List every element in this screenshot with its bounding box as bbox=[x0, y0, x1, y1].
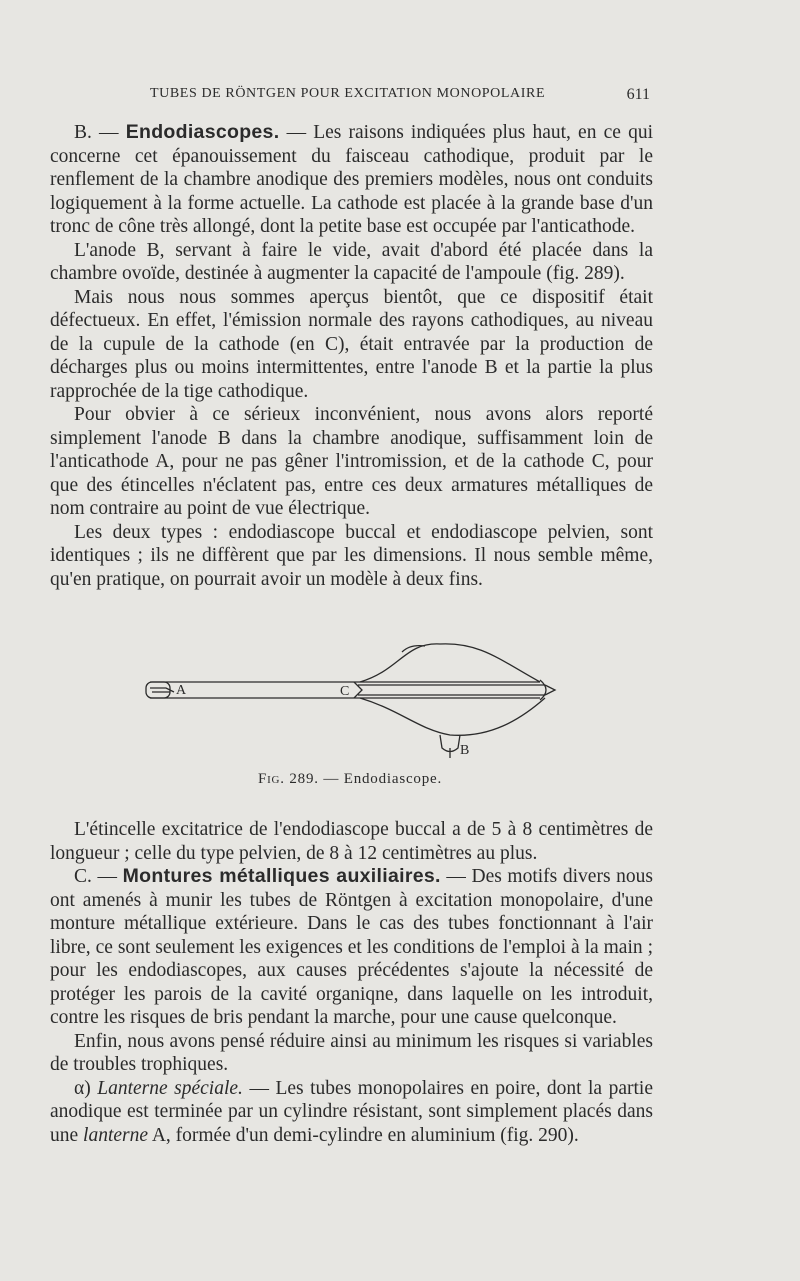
anode-chamber bbox=[360, 644, 540, 682]
running-title: TUBES DE RÖNTGEN POUR EXCITATION MONOPOLAIRE bbox=[150, 86, 546, 101]
section-label: B. — bbox=[74, 122, 126, 143]
cathode-cup bbox=[540, 680, 555, 700]
section-label: C. — bbox=[74, 866, 123, 887]
paragraph: Pour obvier à ce sérieux inconvénient, nous avons alors reporté simplement l'anode B dans la chambre anodique, suffisamment loin de l'anticathode A, pour ne pas gêner l'intromission, et de la cathode C, pour que des étincelles n'éclatent pas, entre ces deux armatures métalliques de nom contraire au point de vue électrique. bbox=[50, 404, 653, 519]
paragraph bbox=[50, 865, 653, 1030]
paragraph-text: — Les tubes monopolaires en poire, dont la partie anodique est terminée par un cylindre résistant, sont simplement placés dans une bbox=[50, 1077, 653, 1146]
caption-text: — Endodiascope. bbox=[318, 771, 443, 787]
section-title: Montures métalliques auxiliaires. bbox=[122, 865, 441, 887]
label-b: B bbox=[460, 743, 470, 758]
item-label: α) bbox=[74, 1077, 98, 1099]
italic-term: lanterne bbox=[83, 1124, 149, 1146]
label-c: C bbox=[340, 684, 350, 699]
section-b-text bbox=[50, 121, 653, 591]
paragraph: Les deux types : endodiascope buccal et endodiascope pelvien, sont identiques ; ils ne diffèrent que par les dimensions. Il nous semble même, qu'en pratique, on pourrait avoir un modèle à deux fins. bbox=[50, 521, 653, 590]
section-c-text bbox=[50, 818, 653, 1147]
paragraph: Enfin, nous avons pensé réduire ainsi au minimum les risques si variables de troubles trophiques. bbox=[50, 1030, 653, 1075]
label-a: A bbox=[176, 683, 187, 698]
endodiascope-figure bbox=[140, 630, 570, 770]
paragraph: L'anode B, servant à faire le vide, avait d'abord été placée dans la chambre ovoïde, destinée à augmenter la capacité de l'ampoule (fig. 289). bbox=[50, 239, 653, 284]
cathode-stem bbox=[354, 682, 545, 698]
page-number: 611 bbox=[626, 86, 650, 103]
paragraph-text: — Les raisons indiquées plus haut, en ce qui concerne cet épanouissement du faisceau cathodique, produit par le renflement de la chambre anodique des premiers modèles, nous ont conduits logiquement à la forme actuelle. La cathode est placée à la grande base d'un tronc de cône très allongé, dont la petite base est occupée par l'anticathode. bbox=[50, 122, 653, 237]
anticathode-end bbox=[146, 682, 170, 698]
anode-chamber-lower bbox=[360, 698, 545, 735]
paragraph-text: — Des motifs divers nous ont amenés à munir les tubes de Röntgen à excitation monopolaire, d'une monture métallique extérieure. Dans le cas des tubes fonctionnant à l'air libre, ce sont seulement les exigences et les conditions de l'emploi à la main ; pour les endodiascopes, aux causes précédentes s'ajoute la nécessité de protéger les parois de la cavité organiqne, dans laquelle on les introduit, contre les risques de bris pendant la marche, pour une cause quelconque. bbox=[50, 866, 654, 1028]
paragraph: Mais nous nous sommes aperçus bientôt, que ce dispositif était défectueux. En effet, l'émission normale des rayons cathodiques, au niveau de la cupule de la cathode (en C), était entravée par la production de décharges plus ou moins intermittentes, entre l'anode B et la partie la plus rapprochée de la tige cathodique. bbox=[50, 286, 653, 402]
paragraph-text: A, formée d'un demi-cylindre en aluminium (fig. 290). bbox=[148, 1124, 579, 1146]
paragraph bbox=[50, 121, 653, 239]
caption-prefix: Fig. 289. bbox=[257, 771, 319, 787]
running-header bbox=[150, 86, 650, 108]
paragraph bbox=[50, 1077, 653, 1148]
item-title: Lanterne spéciale. bbox=[97, 1077, 243, 1099]
section-title: Endodiascopes. bbox=[125, 121, 280, 143]
figure-caption bbox=[0, 771, 700, 788]
paragraph: L'étincelle excitatrice de l'endodiascope buccal a de 5 à 8 centimètres de longueur ; celle du type pelvien, de 8 à 12 centimètres au plus. bbox=[50, 819, 653, 864]
